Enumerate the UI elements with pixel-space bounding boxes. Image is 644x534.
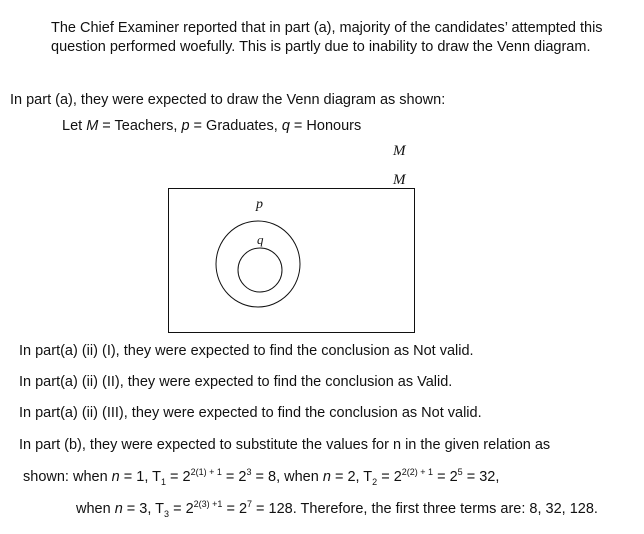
equation-text: = 1, T [119, 469, 161, 485]
equation-text: = 2, T [330, 469, 373, 485]
exponent: 7 [247, 499, 253, 510]
exponent: 2(3) +1 [193, 499, 223, 510]
equation-text: = 8, when [251, 469, 323, 485]
equation-text: when [76, 501, 115, 517]
venn-diagram [168, 188, 416, 335]
equation-text: = 2 [169, 501, 194, 517]
equation-text: = 2 [221, 469, 247, 485]
venn-label-m-top: M [393, 143, 406, 159]
conclusion-line-2: In part(a) (ii) (II), they were expected to find the conclusion as Valid. [19, 374, 453, 390]
honours-text: = Honours [289, 118, 362, 134]
shown-text: shown: when [23, 469, 112, 485]
exponent: 5 [457, 467, 463, 478]
conclusion-line-3: In part(a) (ii) (III), they were expected to find the conclusion as Not valid. [19, 405, 482, 421]
n-symbol: n [111, 469, 120, 485]
equation-text: = 2 [166, 469, 191, 485]
set-q-circle [238, 248, 282, 292]
q-symbol: q [281, 118, 290, 134]
let-text: Let [62, 118, 87, 134]
intro-line-2: question performed woefully. This is partly due to inability to draw the Venn diagram. [51, 39, 591, 55]
subscript: 3 [164, 508, 170, 519]
n-symbol: n [114, 501, 123, 517]
p-symbol: p [181, 118, 190, 134]
venn-label-q: q [257, 232, 264, 247]
graduates-text: = Graduates, [189, 118, 282, 134]
exponent: 2(2) + 1 [401, 467, 434, 478]
equation-text: = 2 [222, 501, 248, 517]
let-definition-line [62, 117, 361, 135]
subscript: 1 [161, 476, 167, 487]
part-b-line-3 [76, 500, 598, 518]
n-symbol: n [322, 469, 331, 485]
exponent: 2(1) + 1 [190, 467, 222, 478]
equation-text: = 32, [462, 469, 500, 485]
equation-text: = 3, T [122, 501, 165, 517]
teachers-text: = Teachers, [98, 118, 182, 134]
part-a-heading: In part (a), they were expected to draw the Venn diagram as shown: [10, 92, 446, 108]
venn-label-m-bottom: M [393, 172, 406, 188]
equation-text: = 2 [433, 469, 458, 485]
equation-text: = 2 [377, 469, 402, 485]
subscript: 2 [372, 476, 378, 487]
m-symbol: M [86, 118, 99, 134]
intro-line-1: The Chief Examiner reported that in part (a), majority of the candidates’ attempted this [51, 20, 603, 36]
conclusion-line-1: In part(a) (ii) (I), they were expected to find the conclusion as Not valid. [19, 343, 474, 359]
equation-text: = 128. Therefore, the first three terms are: 8, 32, 128. [252, 501, 598, 517]
venn-label-p: p [256, 197, 263, 212]
part-b-line-2 [23, 468, 499, 486]
exponent: 3 [246, 467, 252, 478]
part-b-line-1: In part (b), they were expected to substitute the values for n in the given relation as [19, 437, 551, 453]
universal-set-rectangle [169, 189, 415, 333]
